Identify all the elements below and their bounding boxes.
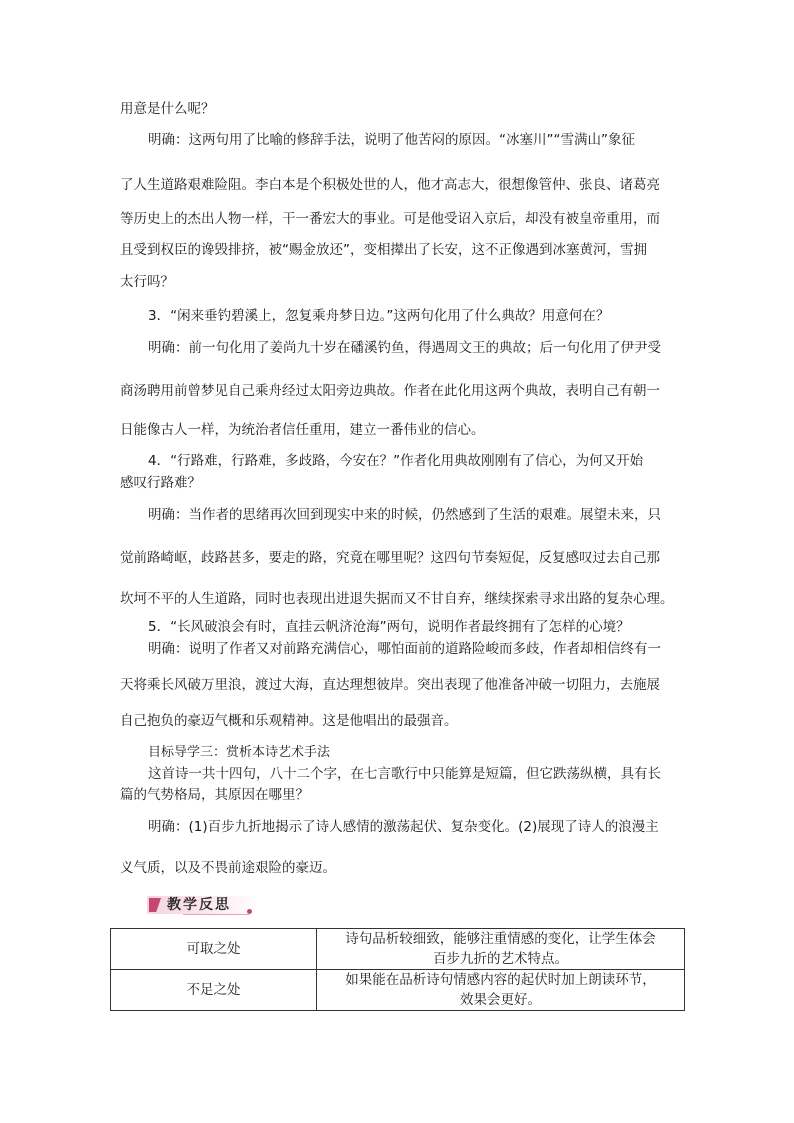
- text-line: 太行吗？: [120, 274, 174, 290]
- row-label: 不足之处: [111, 970, 317, 1011]
- row-text-line: 如果能在品析诗句情感内容的起伏时加上朗读环节，: [345, 972, 656, 988]
- row-label: 可取之处: [111, 929, 317, 970]
- table-row: [111, 929, 685, 970]
- answer-paragraph: 明确：(1)百步九折地揭示了诗人感情的激荡起伏、复杂变化。(2)展现了诗人的浪漫主: [148, 819, 659, 835]
- text-line: 这首诗一共十四句，八十二个字，在七言歌行中只能算是短篇，但它跌荡纵横，具有长: [148, 766, 661, 782]
- row-text: [317, 929, 685, 970]
- row-text-line: 效果会更好。: [460, 992, 541, 1008]
- badge-dot-icon: [247, 909, 252, 914]
- text-line: 日能像古人一样，为统治者信任重用，建立一番伟业的信心。: [120, 422, 485, 438]
- text-line: 天将乘长风破万里浪，渡过大海，直达理想彼岸。突出表现了他准备冲破一切阻力，去施展: [120, 677, 660, 693]
- reflection-table: [110, 928, 685, 1011]
- question-4: 4．“行路难，行路难，多歧路，今安在？”作者化用典故刚刚有了信心，为何又开始: [148, 453, 644, 469]
- text-line: 义气质，以及不畏前途艰险的豪迈。: [120, 860, 336, 876]
- text-line: 商汤聘用前曾梦见自己乘舟经过太阳旁边典故。作者在此化用这两个典故，表明自己有朝一: [120, 383, 660, 399]
- text-line: 且受到权臣的谗毁排挤，被“赐金放还”，变相撵出了长安，这不正像遇到冰塞黄河，雪拥: [120, 242, 647, 258]
- answer-paragraph: 明确：前一句化用了姜尚九十岁在磻溪钓鱼，得遇周文王的典故；后一句化用了伊尹受: [148, 340, 661, 356]
- question-5: 5．“长风破浪会有时，直挂云帆济沧海”两句，说明作者最终拥有了怎样的心境？: [148, 619, 630, 635]
- text-line: 感叹行路难？: [120, 475, 201, 491]
- row-text-line: 诗句品析较细致，能够注重情感的变化，让学生体会: [345, 931, 656, 947]
- answer-paragraph: 明确：这两句用了比喻的修辞手法，说明了他苦闷的原因。“冰塞川”“雪满山”象征: [148, 132, 635, 148]
- text-line: 了人生道路艰难险阻。李白本是个积极处世的人，他才高志大，很想像管仲、张良、诸葛亮: [120, 177, 660, 193]
- answer-paragraph: 明确：当作者的思绪再次回到现实中来的时候，仍然感到了生活的艰难。展望未来，只: [148, 507, 661, 523]
- reflection-badge: [147, 896, 259, 916]
- reflection-title: 教学反思: [167, 897, 231, 913]
- text-line: 自己抱负的豪迈气概和乐观精神。这是他唱出的最强音。: [120, 713, 458, 729]
- section-heading: 目标导学三：赏析本诗艺术手法: [148, 745, 331, 760]
- text-line: 等历史上的杰出人物一样，干一番宏大的事业。可是他受诏入京后，却没有被皇帝重用，而: [120, 211, 660, 227]
- text-line: 用意是什么呢？: [120, 101, 215, 117]
- text-line: 篇的气势格局，其原因在哪里？: [120, 787, 309, 803]
- text-line: 觉前路崎岖，歧路甚多，要走的路，究竟在哪里呢？这四句节奏短促，反复感叹过去自己那: [120, 550, 660, 566]
- row-text: [317, 970, 685, 1011]
- answer-paragraph: 明确：说明了作者又对前路充满信心，哪怕面前的道路险峻而多歧，作者却相信终有一: [148, 641, 661, 657]
- table-row: [111, 970, 685, 1011]
- row-text-line: 百步九折的艺术特点。: [433, 951, 568, 967]
- text-line: 坎坷不平的人生道路，同时也表现出进退失据而又不甘自弃，继续探索寻求出路的复杂心理。: [120, 591, 674, 607]
- question-3: 3．“闲来垂钓碧溪上，忽复乘舟梦日边。”这两句化用了什么典故？用意何在？: [148, 308, 610, 324]
